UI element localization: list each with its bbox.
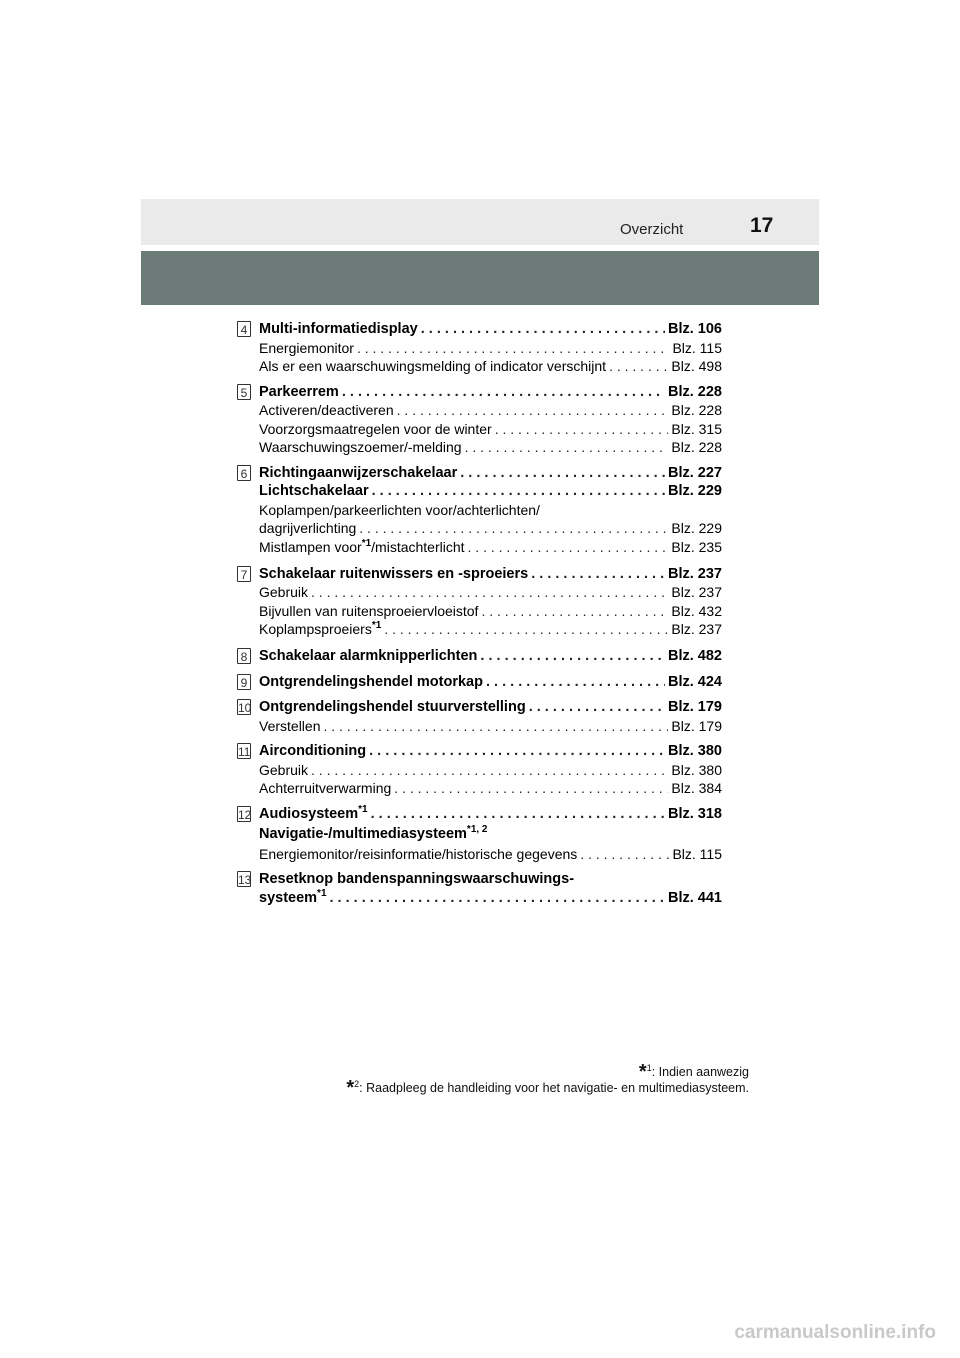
page-reference: Blz. 498 bbox=[671, 358, 722, 374]
page-reference: Blz. 115 bbox=[672, 339, 722, 356]
toc-heading[interactable] bbox=[259, 482, 722, 500]
toc-heading[interactable] bbox=[259, 383, 722, 401]
page-reference: Blz. 229 bbox=[671, 520, 722, 536]
item-number-marker: 13 bbox=[238, 873, 252, 887]
toc-item-text: Verstellen bbox=[259, 717, 321, 734]
page-reference: Blz. 424 bbox=[668, 673, 722, 690]
header-bar bbox=[141, 199, 819, 245]
leader-dots bbox=[580, 845, 669, 863]
toc-item-text: Navigatie-/multimediasysteem bbox=[259, 825, 467, 842]
page-reference: Blz. 227 bbox=[668, 464, 722, 481]
leader-dots bbox=[357, 339, 670, 357]
section-title: Overzicht bbox=[620, 221, 684, 238]
toc-subitem[interactable] bbox=[259, 339, 722, 357]
footnote-ref: *1, 2 bbox=[466, 823, 488, 835]
page-reference: Blz. 482 bbox=[668, 648, 722, 664]
leader-dots bbox=[529, 698, 665, 716]
page-reference: Blz. 179 bbox=[671, 717, 722, 734]
toc-heading bbox=[259, 825, 488, 843]
leader-dots bbox=[369, 742, 665, 760]
toc-item-text: Resetknop bandenspanningswaarschuwings- bbox=[259, 871, 575, 887]
leader-dots bbox=[468, 538, 669, 556]
toc-item-text: Koplampen/parkeerlichten voor/achterlichten/ bbox=[259, 501, 540, 518]
toc-heading[interactable] bbox=[259, 742, 722, 760]
toc-item-text: /mistachterlicht bbox=[371, 538, 465, 555]
leader-dots bbox=[460, 464, 665, 482]
item-number-marker: 7 bbox=[237, 566, 251, 582]
leader-dots bbox=[311, 761, 668, 779]
toc-subitem[interactable] bbox=[259, 401, 722, 419]
toc-item-text: Audiosysteem bbox=[259, 805, 359, 822]
leader-dots bbox=[384, 620, 668, 638]
toc-item-text: Energiemonitor bbox=[259, 339, 354, 356]
page-number: 17 bbox=[750, 214, 774, 237]
item-number-marker: 6 bbox=[237, 465, 251, 481]
toc-item-text: Waarschuwingszoemer/-melding bbox=[259, 439, 462, 455]
leader-dots bbox=[342, 383, 665, 401]
toc-item-text: Airconditioning bbox=[259, 743, 367, 759]
footnote-2: *$^2$: Raadpleeg de handleiding voor het navigatie- en multimediasysteem. bbox=[346, 1077, 749, 1099]
toc-subitem bbox=[259, 501, 540, 519]
leader-dots bbox=[531, 565, 665, 583]
toc-subitem[interactable] bbox=[259, 519, 722, 537]
footnote-ref: *1 bbox=[361, 537, 372, 549]
leader-dots bbox=[372, 482, 665, 500]
toc-item-text: dagrijverlichting bbox=[259, 520, 357, 536]
leader-dots bbox=[323, 717, 668, 735]
page-reference: Blz. 441 bbox=[668, 889, 722, 906]
toc-subitem[interactable] bbox=[259, 583, 722, 601]
footnote-ref: *1 bbox=[358, 803, 368, 815]
toc-subitem[interactable] bbox=[259, 845, 722, 863]
page-reference: Blz. 228 bbox=[671, 439, 722, 455]
footnote-star: * bbox=[346, 1077, 355, 1099]
toc-heading bbox=[259, 870, 574, 888]
leader-dots bbox=[397, 401, 669, 419]
toc-subitem[interactable] bbox=[259, 717, 722, 735]
footnote-1: *$^1$: Indien aanwezig bbox=[638, 1061, 749, 1083]
toc-subitem[interactable] bbox=[259, 779, 722, 797]
toc-item-text: Bijvullen van ruitensproeiervloeistof bbox=[259, 602, 479, 619]
toc-item-text: Schakelaar alarmknipperlichten bbox=[259, 648, 478, 664]
toc-heading[interactable] bbox=[259, 673, 722, 691]
leader-dots bbox=[486, 673, 665, 691]
page-reference: Blz. 237 bbox=[668, 565, 722, 582]
leader-dots bbox=[330, 889, 666, 907]
toc-item-text: Ontgrendelingshendel stuurverstelling bbox=[259, 699, 526, 715]
item-number-marker: 9 bbox=[237, 674, 251, 690]
toc-item-text: Parkeerrem bbox=[259, 383, 339, 400]
toc-subitem[interactable] bbox=[259, 357, 722, 375]
item-number-marker: 4 bbox=[237, 321, 251, 337]
leader-dots bbox=[421, 320, 665, 338]
item-number-marker: 5 bbox=[237, 384, 251, 400]
toc-item-text: Mistlampen voor bbox=[259, 538, 362, 555]
leader-dots bbox=[371, 805, 665, 823]
leader-dots bbox=[481, 602, 668, 620]
page-reference: Blz. 380 bbox=[671, 761, 722, 778]
toc-subitem[interactable] bbox=[259, 420, 722, 438]
toc-item-text: Multi-informatiedisplay bbox=[259, 321, 418, 337]
page-reference: Blz. 318 bbox=[668, 805, 722, 822]
toc-item-text: Lichtschakelaar bbox=[259, 483, 369, 499]
toc-heading[interactable] bbox=[259, 889, 722, 907]
leader-dots bbox=[465, 438, 669, 456]
toc-item-text: systeem bbox=[259, 889, 318, 906]
page-reference: Blz. 229 bbox=[668, 483, 722, 499]
item-number-marker: 11 bbox=[238, 745, 251, 759]
item-number-marker: 8 bbox=[237, 648, 251, 664]
toc-item-text: Gebruik bbox=[259, 761, 309, 778]
page-reference: Blz. 228 bbox=[668, 383, 722, 400]
toc-item-text: Richtingaanwijzerschakelaar bbox=[259, 464, 458, 481]
watermark: carmanualsonline.info bbox=[734, 1322, 936, 1343]
toc-subitem[interactable] bbox=[259, 438, 722, 456]
toc-item-text: Achterruitverwarming bbox=[259, 780, 392, 796]
toc-subitem[interactable] bbox=[259, 602, 722, 620]
page-reference: Blz. 380 bbox=[668, 743, 722, 759]
toc-subitem[interactable] bbox=[259, 538, 722, 556]
page-reference: Blz. 237 bbox=[671, 584, 722, 600]
page-reference: Blz. 432 bbox=[671, 602, 722, 619]
section-banner bbox=[141, 251, 819, 305]
item-number-marker: 10 bbox=[238, 701, 252, 715]
toc-heading[interactable] bbox=[259, 647, 722, 665]
toc-heading[interactable] bbox=[259, 565, 722, 583]
page-reference: Blz. 237 bbox=[671, 621, 722, 637]
leader-dots bbox=[394, 779, 668, 797]
toc-subitem[interactable] bbox=[259, 761, 722, 779]
page-reference: Blz. 384 bbox=[671, 780, 722, 796]
page-reference: Blz. 315 bbox=[671, 420, 722, 437]
page-reference: Blz. 228 bbox=[671, 402, 722, 418]
toc-item-text: Gebruik bbox=[259, 584, 309, 600]
toc-item-text: Koplampsproeiers bbox=[259, 621, 372, 637]
toc-subitem[interactable] bbox=[259, 620, 722, 638]
toc-item-text: Voorzorgsmaatregelen voor de winter bbox=[259, 420, 492, 437]
leader-dots bbox=[480, 647, 665, 665]
page-reference: Blz. 179 bbox=[668, 699, 722, 715]
page-reference: Blz. 235 bbox=[671, 538, 722, 555]
toc-item-text: Als er een waarschuwingsmelding of indicator verschijnt bbox=[259, 358, 607, 374]
footnote-ref: *1 bbox=[371, 620, 382, 631]
footnote-ref: *1 bbox=[317, 887, 327, 899]
footnote-star: * bbox=[638, 1061, 647, 1083]
leader-dots bbox=[359, 519, 668, 537]
toc-heading[interactable] bbox=[259, 698, 722, 716]
toc-item-text: Energiemonitor/reisinformatie/historische gegevens bbox=[259, 845, 578, 862]
toc-item-text: Ontgrendelingshendel motorkap bbox=[259, 673, 483, 690]
leader-dots bbox=[609, 357, 668, 375]
page-reference: Blz. 115 bbox=[672, 845, 722, 862]
toc-heading[interactable] bbox=[259, 320, 722, 338]
page-reference: Blz. 106 bbox=[668, 321, 722, 337]
toc-item-text: Activeren/deactiveren bbox=[259, 402, 394, 418]
item-number-marker: 12 bbox=[238, 807, 252, 822]
leader-dots bbox=[311, 583, 668, 601]
toc-heading[interactable] bbox=[259, 464, 722, 482]
toc-item-text: Schakelaar ruitenwissers en -sproeiers bbox=[259, 565, 529, 582]
leader-dots bbox=[495, 420, 669, 438]
toc-heading[interactable] bbox=[259, 805, 722, 823]
